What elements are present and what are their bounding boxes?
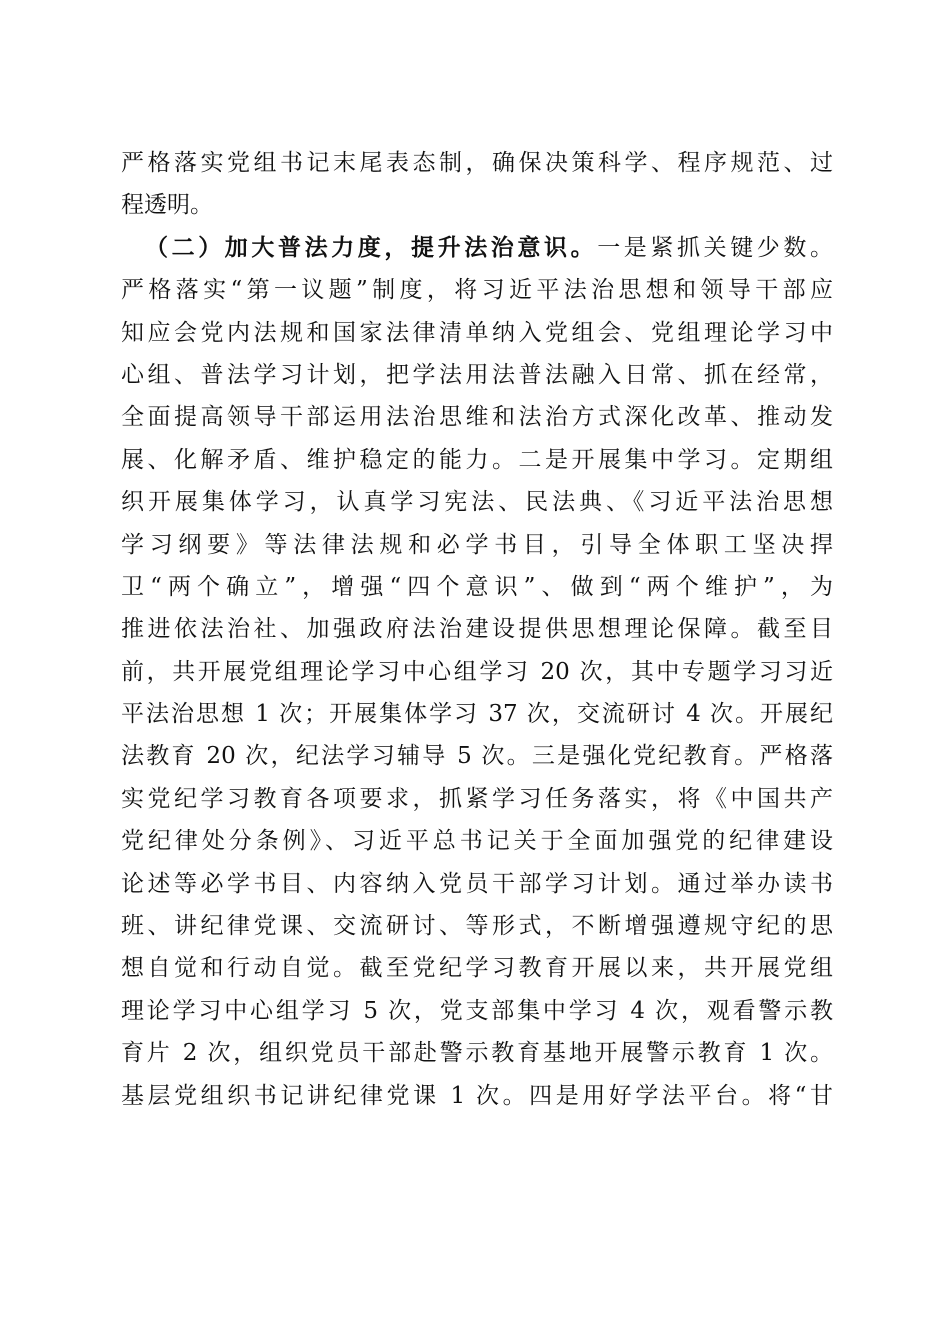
text-line: 推进依法治社、加强政府法治建设提供思想理论保障。截至目 <box>121 616 833 643</box>
text-line: 学习纲要》等法律法规和必学书目，引导全体职工坚决捍 <box>121 531 833 558</box>
text-line: 班、讲纪律党课、交流研讨、等形式，不断增强遵规守纪的思 <box>121 913 833 940</box>
text-line: 严格落实党组书记末尾表态制，确保决策科学、程序规范、过 <box>121 150 833 176</box>
text-line: 前，共开展党组理论学习中心组学习 20 次，其中专题学习习近 <box>121 658 833 685</box>
text-line: 论述等必学书目、内容纳入党员干部学习计划。通过举办读书 <box>121 870 833 897</box>
text-line: 理论学习中心组学习 5 次，党支部集中学习 4 次，观看警示教 <box>121 997 833 1024</box>
text-line: 全面提高领导干部运用法治思维和法治方式深化改革、推动发 <box>121 404 833 431</box>
text-line: 基层党组织书记讲纪律党课 1 次。四是用好学法平台。将“甘 <box>121 1082 833 1109</box>
text-line: 展、化解矛盾、维护稳定的能力。二是开展集中学习。定期组 <box>121 446 833 473</box>
text-line: 党纪律处分条例》、习近平总书记关于全面加强党的纪律建设 <box>121 828 833 855</box>
section-heading-line <box>121 227 833 269</box>
text-line: 程透明。 <box>121 192 213 219</box>
text-line: 平法治思想 1 次；开展集体学习 37 次，交流研讨 4 次。开展纪 <box>121 701 833 728</box>
text-line: 实党纪学习教育各项要求，抓紧学习任务落实，将《中国共产 <box>121 785 833 812</box>
text-line: 想自觉和行动自觉。截至党纪学习教育开展以来，共开展党组 <box>121 955 833 982</box>
text-line: 严格落实“第一议题”制度，将习近平法治思想和领导干部应 <box>121 277 833 304</box>
text-line: 织开展集体学习，认真学习宪法、民法典、《习近平法治思想 <box>121 489 833 516</box>
text-run: 一是紧抓关键少数。 <box>597 234 834 261</box>
text-line: 卫“两个确立”，增强“四个意识”、做到“两个维护”，为 <box>121 573 833 600</box>
text-line: 法教育 20 次，纪法学习辅导 5 次。三是强化党纪教育。严格落 <box>121 743 833 770</box>
text-line: 心组、普法学习计划，把学法用法普法融入日常、抓在经常， <box>121 361 833 388</box>
text-line: 知应会党内法规和国家法律清单纳入党组会、党组理论学习中 <box>121 319 833 346</box>
text-line: 育片 2 次，组织党员干部赴警示教育基地开展警示教育 1 次。 <box>121 1040 833 1067</box>
body-text <box>121 142 833 1117</box>
section-heading: （二）加大普法力度，提升法治意识。 <box>145 233 598 261</box>
